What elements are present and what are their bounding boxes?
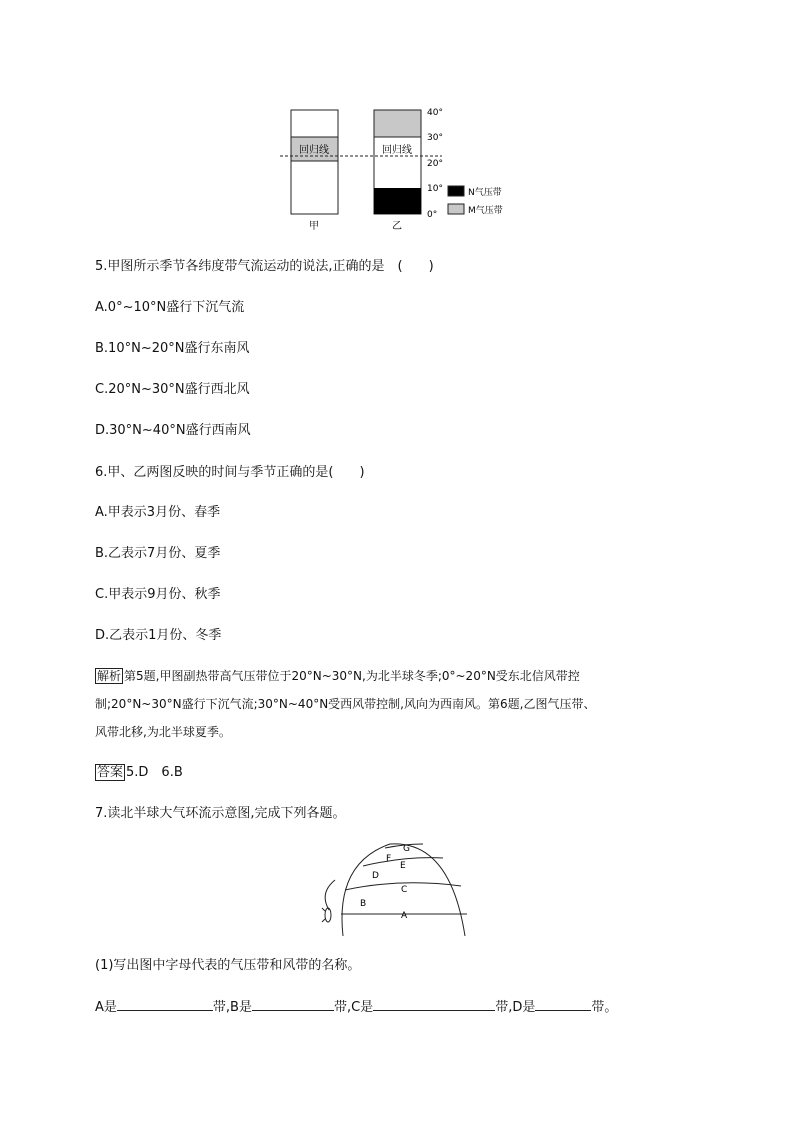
blank-c[interactable] xyxy=(373,998,495,1011)
q7-sub1: (1)写出图中字母代表的气压带和风带的名称。 xyxy=(95,958,361,973)
q6-option-c: C.甲表示9月份、秋季 xyxy=(95,587,221,602)
blank-a[interactable] xyxy=(117,998,213,1011)
panel-right-n-belt xyxy=(374,188,421,214)
sun-arc-icon xyxy=(325,880,335,910)
panel-left-box xyxy=(291,110,338,214)
q5-option-a: A.0°~10°N盛行下沉气流 xyxy=(95,300,245,315)
q6-option-a: A.甲表示3月份、春季 xyxy=(95,505,221,520)
q5-option-c: C.20°N~30°N盛行西北风 xyxy=(95,382,250,397)
fill-end: 带。 xyxy=(591,1000,618,1015)
fill-b-prefix: 带,B是 xyxy=(212,1000,252,1015)
legend-m-swatch xyxy=(448,204,464,214)
q5-option-b: B.10°N~20°N盛行东南风 xyxy=(95,341,250,356)
answer-text: 5.D 6.B xyxy=(126,765,183,780)
lat-label-30: 30° xyxy=(427,133,443,143)
fill-d-prefix: 带,D是 xyxy=(495,1000,536,1015)
q6-option-d: D.乙表示1月份、冬季 xyxy=(95,628,222,643)
legend-n-swatch xyxy=(448,186,464,196)
q5-stem: 5.甲图所示季节各纬度带气流运动的说法,正确的是 ( ) xyxy=(95,259,434,274)
legend-n-label: N气压带 xyxy=(468,188,502,198)
analysis-line-2: 制;20°N~30°N盛行下沉气流;30°N~40°N受西风带控制,风向为西南风。第6题,乙图气压带、 xyxy=(95,697,596,711)
panel-right-label: 乙 xyxy=(392,221,402,232)
lat-label-20: 20° xyxy=(427,159,443,169)
label-f: F xyxy=(386,854,392,864)
analysis-line-1 xyxy=(95,667,580,685)
legend-m-label: M气压带 xyxy=(468,206,503,216)
answer-line xyxy=(95,764,183,782)
lat-label-40: 40° xyxy=(427,108,443,118)
q5-option-d: D.30°N~40°N盛行西南风 xyxy=(95,423,251,438)
panel-right-tropic-label: 回归线 xyxy=(382,145,412,156)
fill-c-prefix: 带,C是 xyxy=(333,1000,374,1015)
label-a: A xyxy=(401,911,408,921)
lat-label-10: 10° xyxy=(427,184,443,194)
fill-a-prefix: A是 xyxy=(95,1000,117,1015)
q7-stem: 7.读北半球大气环流示意图,完成下列各题。 xyxy=(95,806,346,821)
panel-left-label: 甲 xyxy=(309,221,319,232)
panel-left-tropic-label: 回归线 xyxy=(299,145,329,156)
label-b: B xyxy=(360,899,367,909)
analysis-line-3: 风带北移,为北半球夏季。 xyxy=(95,725,231,739)
sun-icon xyxy=(325,908,331,922)
lat-label-0: 0° xyxy=(427,210,438,220)
label-d: D xyxy=(372,871,379,881)
blank-b[interactable] xyxy=(252,998,334,1011)
pressure-belt-figure xyxy=(270,100,530,235)
q7-fill-line xyxy=(95,998,617,1017)
sun-ray-icon xyxy=(322,908,325,911)
q6-stem: 6.甲、乙两图反映的时间与季节正确的是( ) xyxy=(95,465,365,480)
label-e: E xyxy=(400,861,406,871)
circulation-diagram xyxy=(315,838,475,938)
blank-d[interactable] xyxy=(535,998,591,1011)
panel-right-m-belt xyxy=(374,110,421,137)
analysis-tag: 解析 xyxy=(97,669,122,683)
analysis-text-1: 第5题,甲图副热带高气压带位于20°N~30°N,为北半球冬季;0°~20°N受东北信风带控 xyxy=(124,669,580,683)
sun-ray-icon xyxy=(322,919,325,922)
q6-option-b: B.乙表示7月份、夏季 xyxy=(95,546,221,561)
label-g: G xyxy=(403,844,410,854)
label-c: C xyxy=(401,885,408,895)
answer-tag: 答案 xyxy=(97,765,124,780)
